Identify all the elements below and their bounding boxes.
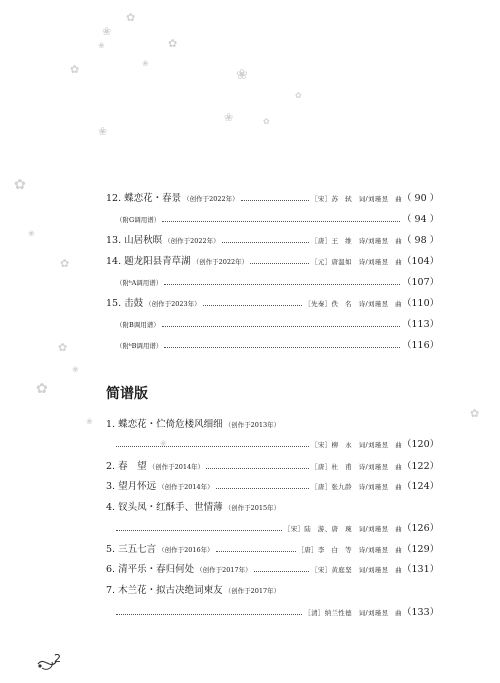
- page-ref: （113）: [402, 319, 440, 330]
- dot-leader: [164, 347, 400, 348]
- toc-entry-b7-line2[interactable]: ［清］纳兰性德 词/刘瑾昱 曲 （133）: [106, 604, 436, 618]
- page-ref: （131）: [402, 564, 440, 575]
- page-ref: （ 94 ）: [402, 214, 440, 225]
- page-number: 2: [54, 652, 61, 665]
- page-ref: （122）: [402, 461, 440, 472]
- dot-leader: [250, 263, 309, 264]
- toc-entry-15-appendix-b[interactable]: （附B调用谱） （113）: [106, 316, 436, 330]
- dot-leader: [164, 284, 400, 285]
- toc-entry-14-appendix[interactable]: （附ᵇA调用谱） （107）: [106, 274, 436, 288]
- page-ref: （133）: [402, 607, 440, 618]
- toc-entry-13[interactable]: 13. 山居秋暝 （创作于2022年） ［唐］王 维 诗/刘瑾昱 曲 （ 98 ）: [106, 232, 436, 246]
- toc-entry-b7[interactable]: 7. 木兰花・拟古决绝词柬友 （创作于2017年）: [106, 585, 281, 596]
- dot-leader: [206, 468, 309, 469]
- page-ref: （129）: [402, 544, 440, 555]
- page-ref: （126）: [402, 523, 440, 534]
- page-ref: （107）: [402, 277, 440, 288]
- page-ref: （120）: [402, 439, 440, 450]
- toc-entry-b3[interactable]: 3. 望月怀远 （创作于2014年） ［唐］张九龄 诗/刘瑾昱 曲 （124）: [106, 478, 436, 492]
- dot-leader: [116, 614, 302, 615]
- dot-leader: [116, 530, 282, 531]
- page-ref: （116）: [402, 340, 440, 351]
- toc-entry-b1[interactable]: 1. 蝶恋花・伫倚危楼风细细 （创作于2013年）: [106, 419, 281, 430]
- footer-ornament-icon: [36, 650, 96, 674]
- dot-leader: [203, 305, 303, 306]
- page-ref: （ 98 ）: [402, 235, 440, 246]
- dot-leader: [162, 326, 400, 327]
- dot-leader: [241, 200, 309, 201]
- dot-leader: [216, 488, 309, 489]
- toc-entry-b4-line2[interactable]: ［宋］陆 游、唐 琬 词/刘瑾昱 曲 （126）: [106, 520, 436, 534]
- toc-entry-b2[interactable]: 2. 春 望 （创作于2014年） ［唐］杜 甫 诗/刘瑾昱 曲 （122）: [106, 458, 436, 472]
- dot-leader: [222, 242, 309, 243]
- page-ref: （ 90 ）: [402, 193, 440, 204]
- toc-entry-15[interactable]: 15. 击鼓 （创作于2023年） ［先秦］佚 名 诗/刘瑾昱 曲 （110）: [106, 295, 436, 309]
- dot-leader: [116, 446, 309, 447]
- dot-leader: [162, 221, 400, 222]
- page-ref: （104）: [402, 256, 440, 267]
- page-ref: （110）: [402, 298, 440, 309]
- toc-entry-b6[interactable]: 6. 清平乐・春归何处 （创作于2017年） ［宋］黄庭坚 词/刘瑾昱 曲 （131）: [106, 561, 436, 575]
- toc-entry-14[interactable]: 14. 题龙阳县青草湖 （创作于2022年） ［元］唐温如 诗/刘瑾昱 曲 （104）: [106, 253, 436, 267]
- toc-entry-b5[interactable]: 5. 三五七言 （创作于2016年） ［唐］李 白 等 诗/刘瑾昱 曲 （129）: [106, 541, 436, 555]
- toc-entry-12-appendix[interactable]: （附G调用谱） （ 94 ）: [106, 211, 436, 225]
- toc-entry-b4[interactable]: 4. 钗头凤・红酥手、世情薄 （创作于2015年）: [106, 502, 281, 513]
- section-heading: 简谱版: [106, 386, 148, 402]
- toc-entry-12[interactable]: 12. 蝶恋花・春景 （创作于2022年） ［宋］苏 轼 词/刘瑾昱 曲 （ 90 ）: [106, 190, 436, 204]
- dot-leader: [254, 571, 309, 572]
- toc-entry-b1-line2[interactable]: ［宋］柳 永 词/刘瑾昱 曲 （120）: [106, 436, 436, 450]
- dot-leader: [216, 551, 296, 552]
- page-ref: （124）: [402, 481, 440, 492]
- toc-entry-15-appendix-bb[interactable]: （附ᵇB调用谱） （116）: [106, 337, 436, 351]
